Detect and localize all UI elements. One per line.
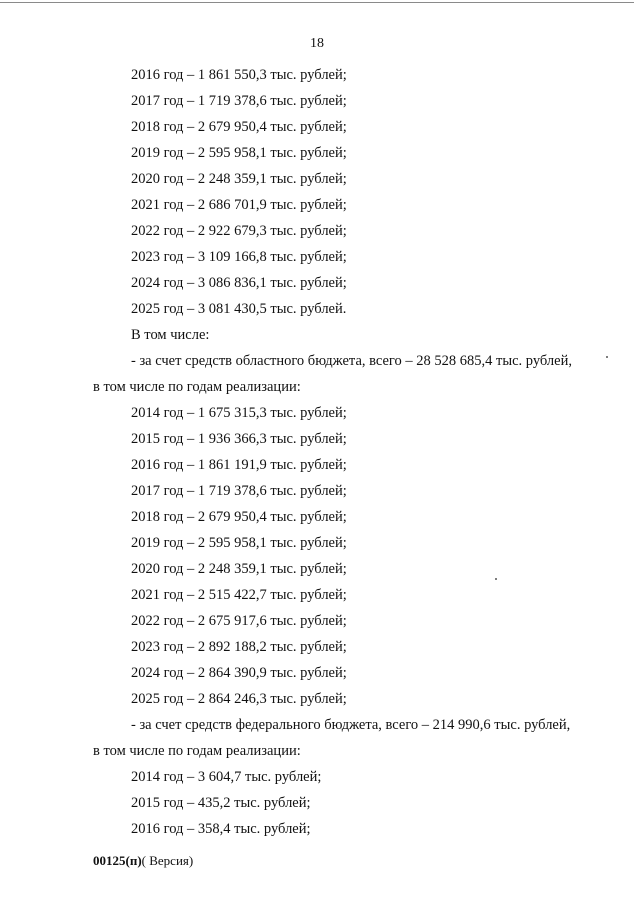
document-version: ( Версия) — [141, 853, 194, 868]
text-line: 2023 год – 3 109 166,8 тыс. рублей; — [131, 249, 347, 265]
text-line: 2021 год – 2 515 422,7 тыс. рублей; — [131, 587, 347, 603]
document-code: 00125(п) — [93, 853, 142, 868]
text-line: 2020 год – 2 248 359,1 тыс. рублей; — [131, 171, 347, 187]
paragraph-line: в том числе по годам реализации: — [93, 379, 301, 395]
text-line: 2022 год – 2 922 679,3 тыс. рублей; — [131, 223, 347, 239]
text-line: 2019 год – 2 595 958,1 тыс. рублей; — [131, 145, 347, 161]
text-line: 2016 год – 358,4 тыс. рублей; — [131, 821, 311, 837]
text-line: 2015 год – 1 936 366,3 тыс. рублей; — [131, 431, 347, 447]
text-line: 2017 год – 1 719 378,6 тыс. рублей; — [131, 93, 347, 109]
text-line: 2018 год – 2 679 950,4 тыс. рублей; — [131, 119, 347, 135]
paragraph-line: - за счет средств федерального бюджета, всего – 214 990,6 тыс. рублей, — [131, 717, 571, 733]
text-line: 2022 год – 2 675 917,6 тыс. рублей; — [131, 613, 347, 629]
text-line: 2018 год – 2 679 950,4 тыс. рублей; — [131, 509, 347, 525]
text-line: 2017 год – 1 719 378,6 тыс. рублей; — [131, 483, 347, 499]
text-line: 2023 год – 2 892 188,2 тыс. рублей; — [131, 639, 347, 655]
text-line: 2020 год – 2 248 359,1 тыс. рублей; — [131, 561, 347, 577]
top-border-line — [0, 2, 634, 3]
text-line: 2024 год – 3 086 836,1 тыс. рублей; — [131, 275, 347, 291]
text-line: 2025 год – 2 864 246,3 тыс. рублей; — [131, 691, 347, 707]
text-line: 2024 год – 2 864 390,9 тыс. рублей; — [131, 665, 347, 681]
text-line: 2021 год – 2 686 701,9 тыс. рублей; — [131, 197, 347, 213]
text-line: 2014 год – 1 675 315,3 тыс. рублей; — [131, 405, 347, 421]
scan-speck — [606, 356, 608, 358]
paragraph-line: в том числе по годам реализации: — [93, 743, 301, 759]
section-heading: В том числе: — [131, 327, 210, 343]
text-line: 2016 год – 1 861 191,9 тыс. рублей; — [131, 457, 347, 473]
text-line: 2015 год – 435,2 тыс. рублей; — [131, 795, 311, 811]
document-footer — [93, 852, 193, 870]
page-number: 18 — [310, 36, 324, 51]
text-line: 2025 год – 3 081 430,5 тыс. рублей. — [131, 301, 347, 317]
text-line: 2016 год – 1 861 550,3 тыс. рублей; — [131, 67, 347, 83]
scan-speck — [495, 578, 497, 580]
paragraph-line: - за счет средств областного бюджета, всего – 28 528 685,4 тыс. рублей, — [131, 353, 572, 369]
text-line: 2014 год – 3 604,7 тыс. рублей; — [131, 769, 322, 785]
text-line: 2019 год – 2 595 958,1 тыс. рублей; — [131, 535, 347, 551]
